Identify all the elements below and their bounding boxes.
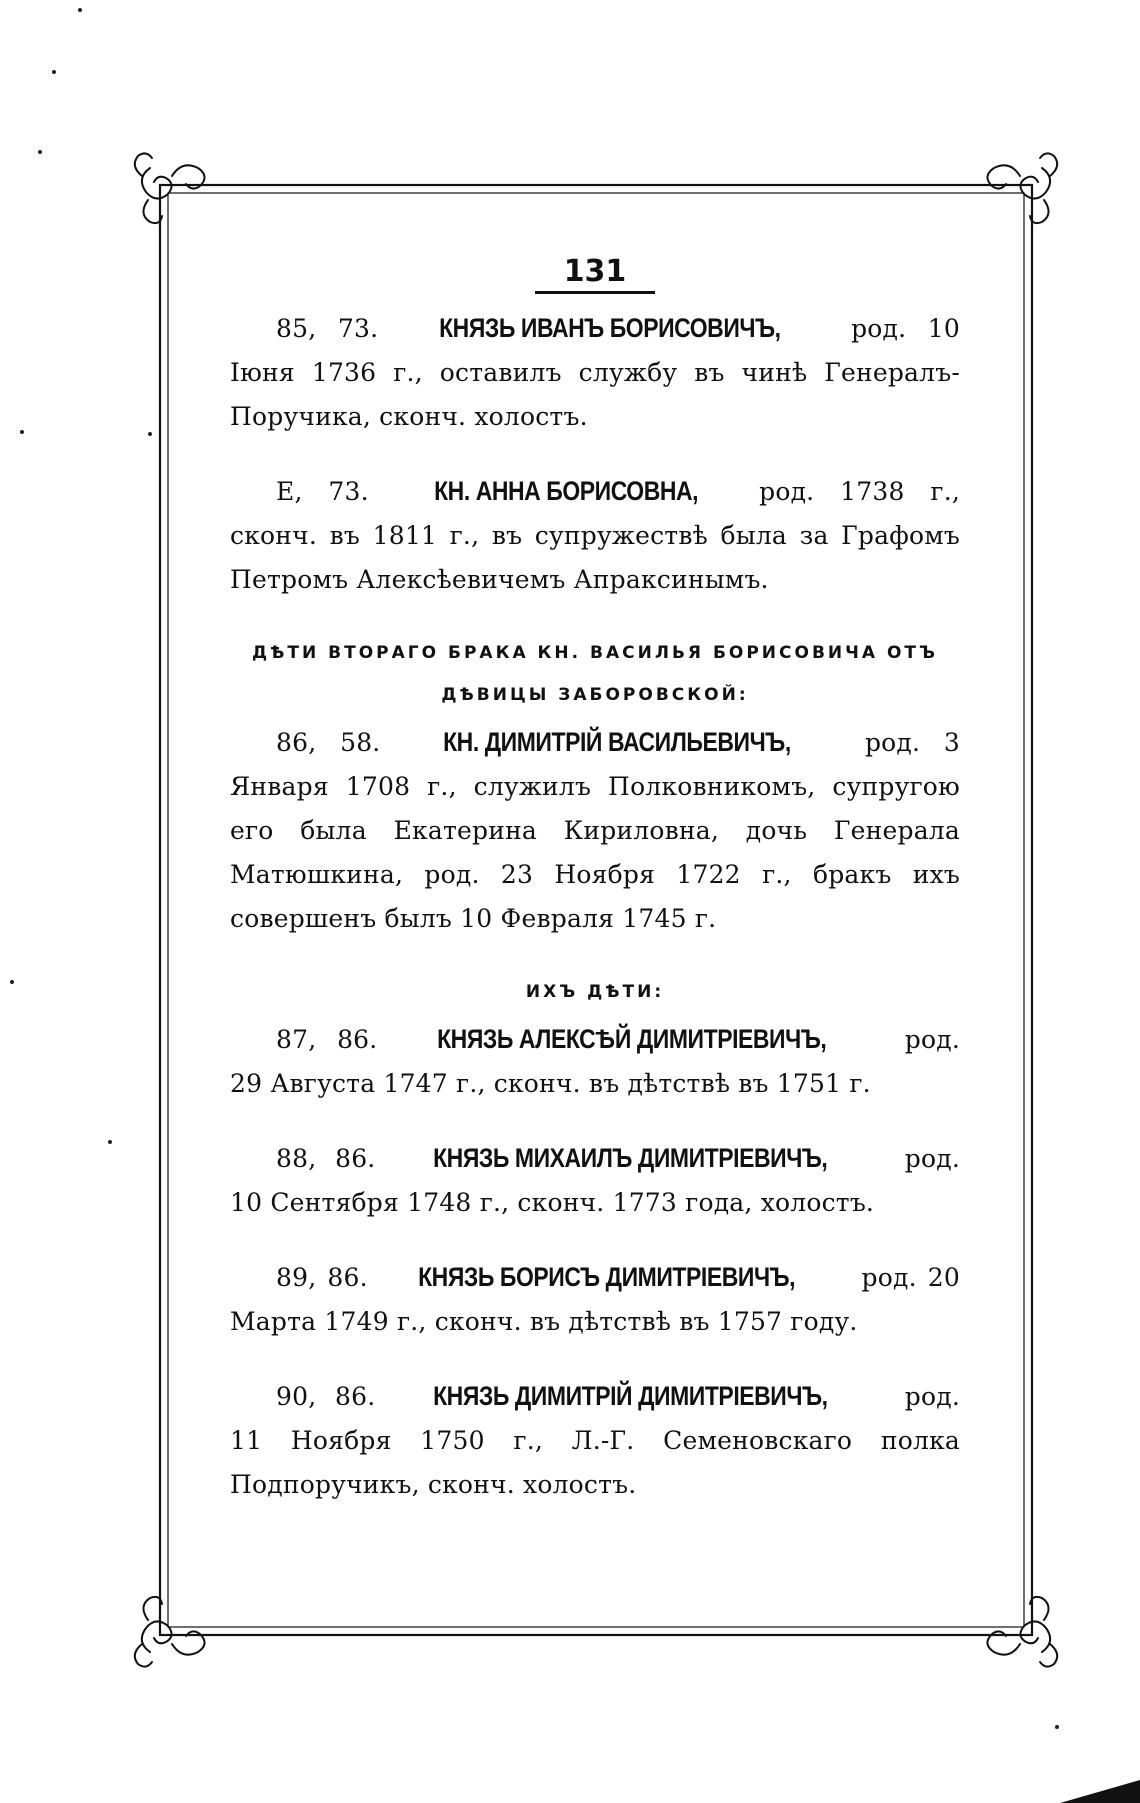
entry-number: 87, 86. bbox=[276, 1025, 378, 1054]
genealogy-entry bbox=[230, 720, 960, 941]
entry-text: род. 20 Марта 1749 г., сконч. въ дѣтствѣ въ 1757 году. bbox=[230, 1263, 960, 1336]
scan-speck bbox=[10, 980, 14, 984]
genealogy-entry bbox=[230, 469, 960, 602]
scan-speck bbox=[78, 8, 82, 12]
entry-name: КН. ДИМИТРІЙ ВАСИЛЬЕВИЧЪ, bbox=[443, 727, 791, 757]
entry-number: 90, 86. bbox=[276, 1382, 376, 1411]
section-heading-line: ДѢВИЦЫ ЗАБОРОВСКОЙ: bbox=[441, 685, 749, 705]
entry-number: 88, 86. bbox=[276, 1144, 376, 1173]
entry-number: Е, 73. bbox=[276, 477, 369, 506]
entry-name: КНЯЗЬ БОРИСЪ ДИМИТРІЕВИЧЪ, bbox=[417, 1262, 796, 1292]
corner-ornament-icon bbox=[135, 1597, 205, 1667]
scan-speck bbox=[1055, 1725, 1059, 1729]
entry-number: 89, 86. bbox=[276, 1263, 368, 1292]
corner-ornament-icon bbox=[987, 153, 1057, 223]
entry-name: КН. АННА БОРИСОВНА, bbox=[433, 476, 698, 506]
entry-name: КНЯЗЬ МИХАИЛЪ ДИМИТРІЕВИЧЪ, bbox=[433, 1143, 828, 1173]
entry-text: род. 11 Ноября 1750 г., Л.-Г. Семеновскаго полка Подпоручикъ, сконч. холостъ. bbox=[230, 1382, 960, 1499]
corner-ornament-icon bbox=[135, 153, 205, 223]
genealogy-entry bbox=[230, 306, 960, 439]
page-number: 131 bbox=[535, 255, 655, 294]
entry-name: КНЯЗЬ ДИМИТРІЙ ДИМИТРІЕВИЧЪ, bbox=[433, 1381, 828, 1411]
section-heading bbox=[230, 971, 960, 1013]
genealogy-entry bbox=[230, 1255, 960, 1344]
entry-name: КНЯЗЬ ИВАНЪ БОРИСОВИЧЪ, bbox=[438, 313, 781, 343]
entry-name: КНЯЗЬ АЛЕКСѢЙ ДИМИТРІЕВИЧЪ, bbox=[437, 1024, 827, 1054]
genealogy-entry bbox=[230, 1136, 960, 1225]
genealogy-entry bbox=[230, 1017, 960, 1106]
entry-text: род. 1738 г., сконч. въ 1811 г., въ супружествѣ была за Графомъ Петромъ Алексѣевичемъ Апраксинымъ. bbox=[230, 477, 960, 594]
scan-speck bbox=[108, 1140, 112, 1144]
entry-text: род. 29 Августа 1747 г., сконч. въ дѣтствѣ въ 1751 г. bbox=[230, 1025, 960, 1098]
page-content bbox=[230, 255, 960, 1537]
entry-number: 86, 58. bbox=[276, 728, 381, 757]
section-heading-line: ДѢТИ ВТОРАГО БРАКА КН. ВАСИЛЬЯ БОРИСОВИЧА ОТЪ bbox=[252, 643, 938, 663]
genealogy-entry bbox=[230, 1374, 960, 1507]
entry-text: род. 10 Сентября 1748 г., сконч. 1773 года, холостъ. bbox=[230, 1144, 960, 1217]
scan-speck bbox=[52, 70, 56, 74]
scan-speck bbox=[148, 432, 152, 436]
entry-text: род. 3 Января 1708 г., служилъ Полковникомъ, супругою его была Екатерина Кириловна, дочь Генерала Матюшкина, род. 23 Ноября 1722 г., бракъ ихъ совершенъ былъ 10 Февраля 1745 г. bbox=[230, 728, 960, 933]
entry-text: род. 10 Іюня 1736 г., оставилъ службу въ чинѣ Генералъ-Поручика, сконч. холостъ. bbox=[230, 314, 961, 431]
entry-number: 85, 73. bbox=[276, 314, 379, 343]
section-heading-line: ИХЪ ДѢТИ: bbox=[525, 982, 665, 1002]
section-heading bbox=[230, 632, 960, 716]
scan-shadow bbox=[1060, 1780, 1140, 1803]
corner-ornament-icon bbox=[987, 1597, 1057, 1667]
scan-speck bbox=[38, 150, 42, 154]
scan-speck bbox=[20, 430, 24, 434]
